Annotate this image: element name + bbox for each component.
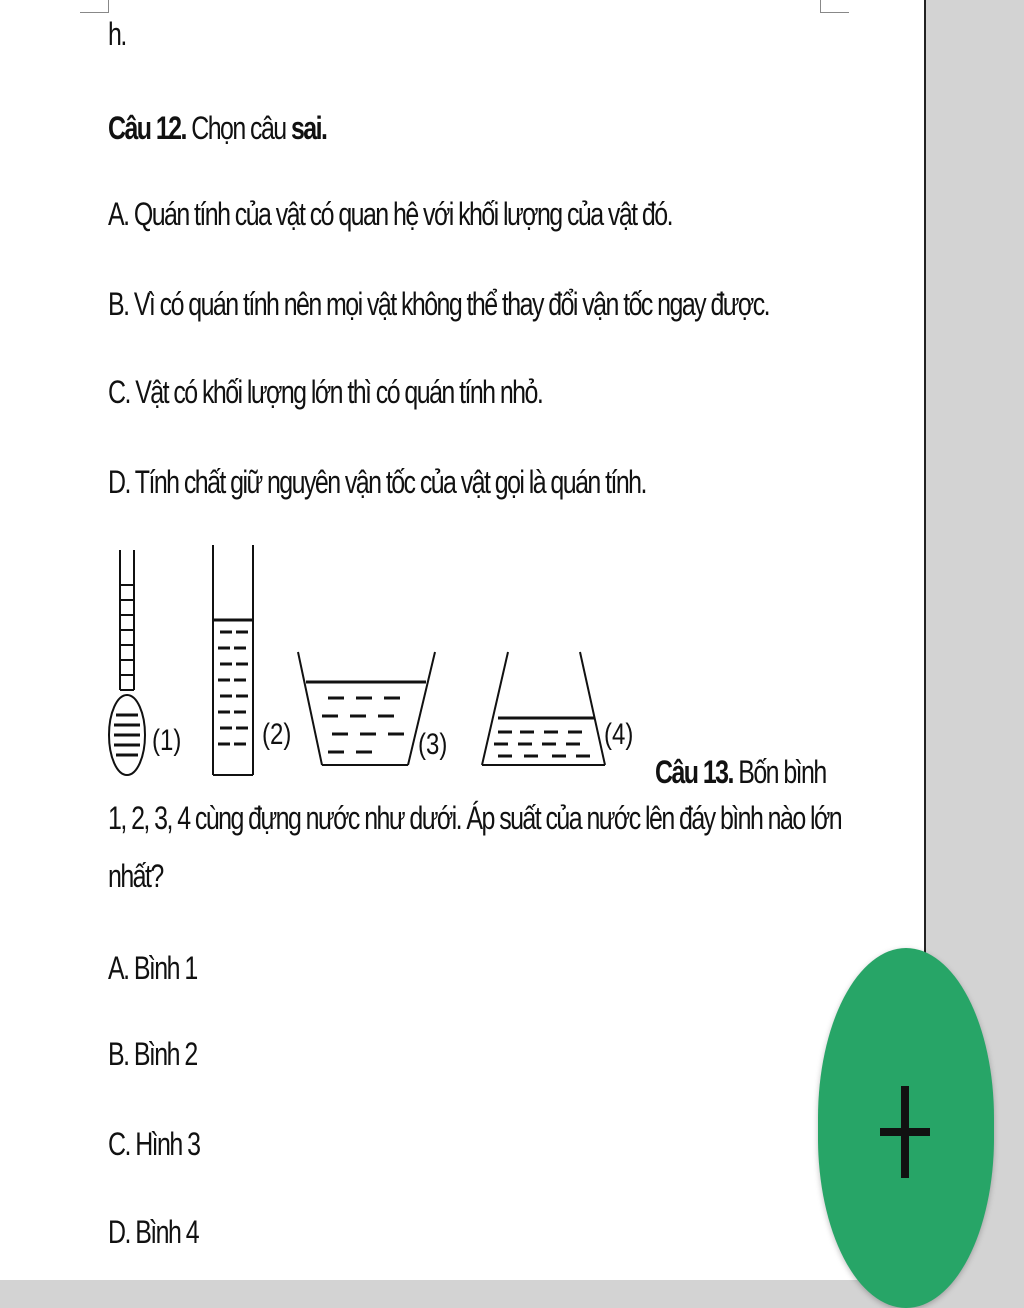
question-12-emphasis: sai. [290,110,327,146]
question-13-text-line-3: nhất? [108,858,163,894]
question-12-option-d: D. Tính chất giữ nguyên vận tốc của vật gọi là quán tính. [108,464,646,500]
question-13-title [655,754,826,791]
add-button[interactable] [818,948,994,1308]
crop-mark-right [820,0,849,13]
question-13-text-line-2: 1, 2, 3, 4 cùng đựng nước như dưới. Áp suất của nước lên đáy bình nào lớn [108,800,842,836]
question-13-option-d: D. Bình 4 [108,1214,199,1250]
question-13-option-c: C. Hình 3 [108,1126,200,1162]
vessel-2-label: (2) [262,718,292,751]
question-13-option-a: A. Bình 1 [108,950,197,986]
question-12-number: Câu 12. [108,110,186,146]
vessel-3-label: (3) [418,728,448,761]
vessel-2-drawing [213,545,253,775]
question-12-title [108,110,326,147]
vessel-1-label: (1) [152,724,182,757]
question-13-number: Câu 13. [655,754,733,790]
previous-text-tail: h. [108,16,126,52]
vessel-4-drawing [482,652,605,765]
question-12-option-b: B. Vì có quán tính nên mọi vật không thể thay đổi vận tốc ngay được. [108,286,770,322]
vessel-1-drawing [109,550,145,775]
question-12-text: Chọn câu [191,110,286,146]
vessel-4-label: (4) [604,718,634,751]
crop-mark-left [80,0,109,13]
question-12-option-c: C. Vật có khối lượng lớn thì có quán tính nhỏ. [108,374,543,410]
plus-icon-bar [880,1128,930,1136]
question-13-text-first: Bốn bình [738,754,826,790]
question-12-option-a: A. Quán tính của vật có quan hệ với khối lượng của vật đó. [108,196,672,232]
question-13-option-b: B. Bình 2 [108,1036,197,1072]
vessel-3-drawing [298,652,435,765]
